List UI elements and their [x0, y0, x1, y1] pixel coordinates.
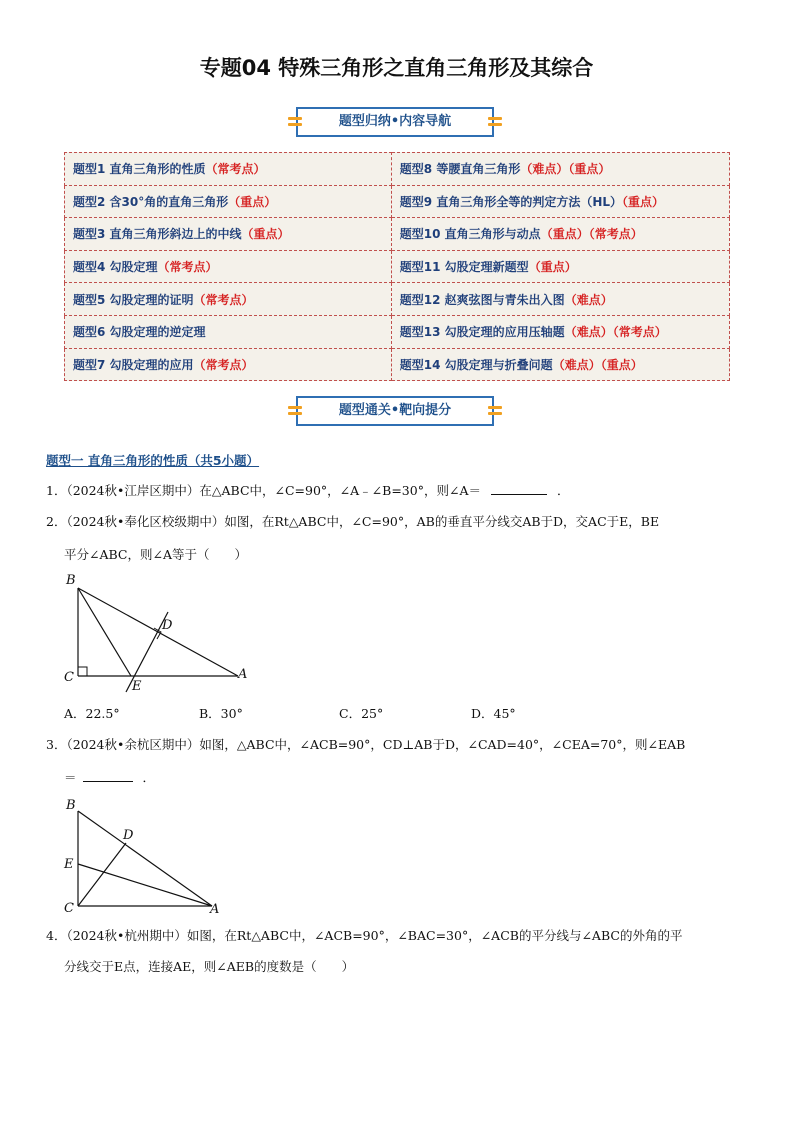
question-4-line1: 4．（2024秋•杭州期中）如图，在Rt△ABC中，∠ACB=90°，∠BAC=30°，∠ACB的平分线与∠ABC的外角的平 [46, 928, 683, 943]
option-b[interactable]: B．30° [199, 706, 243, 721]
nav-topic-label: 题型11 勾股定理新题型 [399, 260, 529, 275]
label-D: D [123, 828, 134, 843]
nav-topic-label: 题型7 勾股定理的应用 [73, 357, 194, 372]
section-heading: 题型一 直角三角形的性质（共5小题） [46, 453, 260, 468]
label-E: E [64, 857, 74, 872]
nav-topic-label: 题型4 勾股定理 [73, 260, 158, 275]
nav-topic-label: 题型9 直角三角形全等的判定方法（HL） [399, 194, 623, 209]
nav-row [65, 250, 730, 283]
nav-topic-tags: （重点） [241, 227, 290, 242]
nav-cell[interactable] [65, 315, 392, 348]
banner-navigation [296, 107, 494, 137]
nav-topic-label: 题型2 含30°角的直角三角形 [73, 194, 229, 209]
banner-decoration-icon [488, 115, 502, 129]
nav-cell[interactable] [391, 348, 729, 381]
answer-blank[interactable] [491, 480, 547, 495]
label-D: D [162, 618, 173, 633]
figure-triangle-abc-1 [60, 570, 260, 695]
nav-topic-tags: （难点）（常考点） [564, 325, 667, 340]
nav-topic-label: 题型12 赵爽弦图与青朱出入图 [399, 292, 565, 307]
banner-practice [296, 396, 494, 426]
nav-topic-label: 题型13 勾股定理的应用压轴题 [399, 325, 565, 340]
nav-cell[interactable] [391, 185, 729, 218]
question-1 [46, 480, 569, 501]
nav-row [65, 218, 730, 251]
question-3-line1: 3．（2024秋•余杭区期中）如图，△ABC中，∠ACB=90°，CD⊥AB于D，∠CAD=40°，∠CEA=70°，则∠EAB [46, 737, 686, 752]
nav-topic-tags: （难点） [564, 292, 613, 307]
banner-decoration-icon [488, 404, 502, 418]
nav-topic-tags: （重点） [228, 194, 277, 209]
nav-row [65, 153, 730, 186]
banner-label: 题型通关•靶向提分 [338, 403, 452, 418]
nav-topic-tags: （常考点） [193, 292, 254, 307]
nav-topic-tags: （难点）（重点） [552, 357, 643, 372]
nav-topic-tags: （重点） [528, 260, 577, 275]
topic-navigation-table [64, 152, 730, 381]
option-a[interactable]: A．22.5° [64, 706, 120, 721]
nav-cell[interactable] [391, 218, 729, 251]
label-E: E [132, 679, 142, 694]
option-c[interactable]: C．25° [339, 706, 384, 721]
nav-cell[interactable] [65, 218, 392, 251]
option-d[interactable]: D．45° [471, 706, 516, 721]
label-C: C [64, 901, 74, 916]
question-end: ． [142, 770, 155, 785]
nav-cell[interactable] [65, 283, 392, 316]
question-text: ＝ [64, 770, 77, 785]
banner-label: 题型归纳•内容导航 [338, 114, 452, 129]
nav-cell[interactable] [391, 315, 729, 348]
nav-topic-tags: （常考点） [157, 260, 218, 275]
nav-row [65, 348, 730, 381]
nav-topic-label: 题型1 直角三角形的性质 [73, 162, 206, 177]
label-A: A [238, 667, 248, 682]
nav-cell[interactable] [65, 250, 392, 283]
nav-topic-label: 题型14 勾股定理与折叠问题 [399, 357, 553, 372]
banner-decoration-icon [288, 404, 302, 418]
answer-blank[interactable] [83, 767, 133, 782]
page-title: 专题04 特殊三角形之直角三角形及其综合 [199, 56, 594, 80]
figure-triangle-abc-2 [60, 795, 235, 917]
nav-topic-label: 题型6 勾股定理的逆定理 [73, 325, 206, 340]
nav-row [65, 185, 730, 218]
label-B: B [66, 798, 76, 813]
nav-topic-label: 题型8 等腰直角三角形 [399, 162, 521, 177]
label-C: C [64, 670, 74, 685]
nav-cell[interactable] [391, 153, 729, 186]
label-B: B [66, 573, 76, 588]
question-4-line2: 分线交于E点，连接AE，则∠AEB的度数是（ ） [64, 959, 355, 974]
nav-topic-label: 题型5 勾股定理的证明 [73, 292, 194, 307]
nav-topic-tags: （重点） [622, 194, 665, 209]
nav-cell[interactable] [65, 348, 392, 381]
nav-topic-label: 题型10 直角三角形与动点 [399, 227, 541, 242]
nav-cell[interactable] [65, 185, 392, 218]
nav-row [65, 283, 730, 316]
nav-topic-label: 题型3 直角三角形斜边上的中线 [73, 227, 242, 242]
nav-cell[interactable] [391, 283, 729, 316]
nav-topic-tags: （重点）（常考点） [540, 227, 643, 242]
nav-topic-tags: （难点）（重点） [520, 162, 611, 177]
nav-cell[interactable] [65, 153, 392, 186]
question-2-line1: 2．（2024秋•奉化区校级期中）如图，在Rt△ABC中，∠C=90°，AB的垂直平分线交AB于D，交AC于E，BE [46, 514, 660, 529]
nav-topic-tags: （常考点） [205, 162, 266, 177]
question-2-line2: 平分∠ABC，则∠A等于（ ） [64, 547, 247, 562]
nav-cell[interactable] [391, 250, 729, 283]
question-3-line2 [64, 767, 155, 788]
question-text: 1．（2024秋•江岸区期中）在△ABC中，∠C=90°，∠A﹣∠B=30°，则∠A＝ [46, 483, 481, 498]
label-A: A [210, 902, 220, 917]
question-end: ． [556, 483, 570, 498]
nav-topic-tags: （常考点） [193, 357, 254, 372]
banner-decoration-icon [288, 115, 302, 129]
nav-row [65, 315, 730, 348]
